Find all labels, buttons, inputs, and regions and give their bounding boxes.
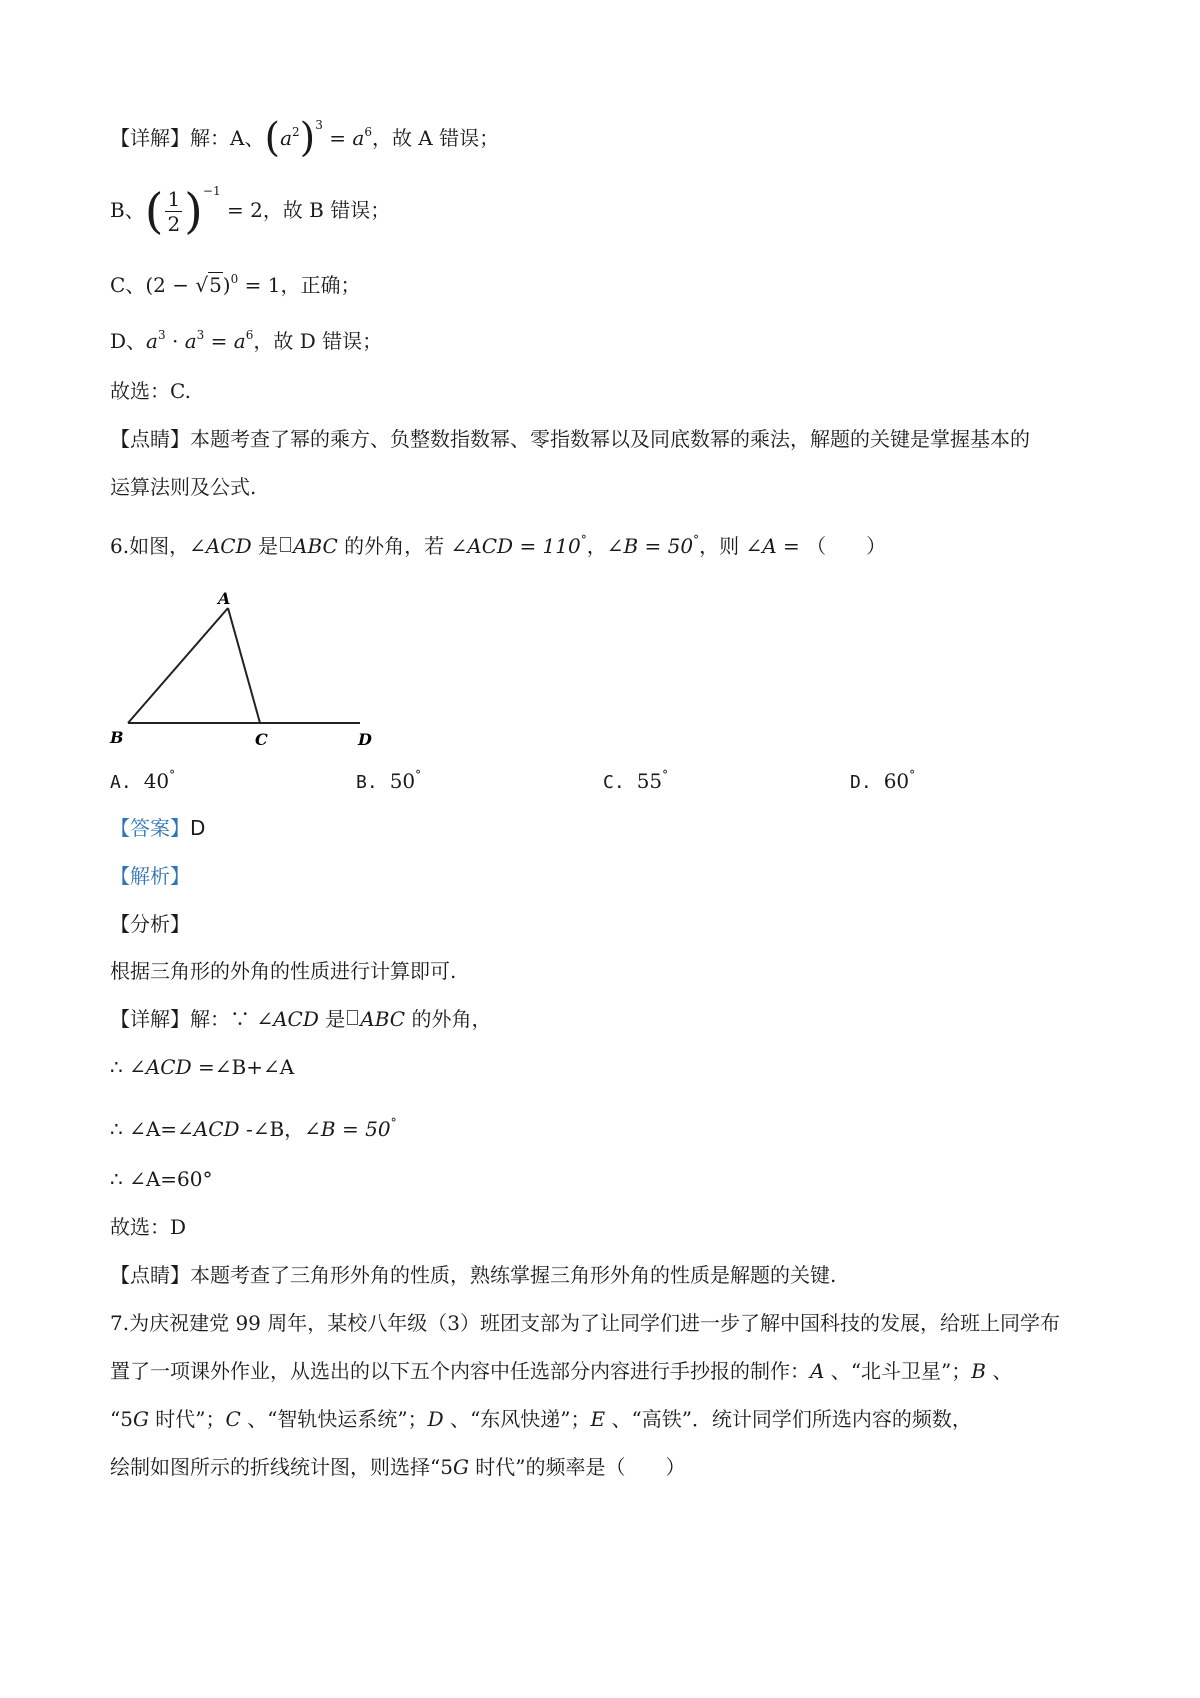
q6-option-a: A. 40°	[110, 768, 176, 793]
q6-option-c: C. 55°	[603, 768, 669, 793]
q6-note: 【点睛】本题考查了三角形外角的性质，熟练掌握三角形外角的性质是解题的关键.	[110, 1263, 837, 1287]
q6-step3: ∴ ∠A=60°	[110, 1167, 213, 1191]
q6-option-d: D. 60°	[850, 768, 916, 793]
vertex-c-label: C	[255, 730, 268, 749]
triangle-glyph-icon	[347, 1010, 358, 1025]
s5-option-b: B、( $\frac{1}{2}$ )$^{-1}$ = 2，故 B 错误；	[110, 183, 391, 240]
side-ac	[228, 608, 260, 723]
s5-choose: 故选：C.	[110, 379, 191, 403]
s5-option-c: C、$(2 - √5)^0 = 1$，正确；	[110, 272, 361, 297]
q6-fenxi-text: 根据三角形的外角的性质进行计算即可.	[110, 959, 457, 983]
q7-line2: 置了一项课外作业，从选出的以下五个内容中任选部分内容进行手抄报的制作：A 、“北斗卫星”；B 、	[110, 1359, 1013, 1383]
vertex-b-label: B	[110, 728, 124, 747]
s5-detail-a: 【详解】解：A、$(a^2)^3 = a^6$，故 A 错误；	[110, 115, 500, 161]
q6-fenxi-tag: 【分析】	[110, 912, 190, 936]
q6-stem: 6.如图，∠ACD 是 ABC 的外角，若 ∠ACD = 110°，∠B = 50°，则 ∠A = （ ）	[110, 533, 887, 558]
q7-line3: “5G 时代”；C 、“智轨快运系统”；D 、“东风快递”；E 、“高铁”．统计同学们所选内容的频数，	[110, 1407, 972, 1431]
vertex-d-label: D	[358, 730, 372, 749]
q6-detail: 【详解】解：∵ ∠ACD 是 ABC 的外角，	[110, 1007, 492, 1031]
q6-option-b: B. 50°	[356, 768, 422, 793]
q6-choose: 故选：D	[110, 1215, 187, 1239]
q6-answer: 【答案】D	[110, 816, 206, 840]
triangle-glyph-icon	[280, 537, 291, 552]
q6-analysis-tag: 【解析】	[110, 864, 190, 888]
s5-note-line1: 【点睛】本题考查了幂的乘方、负整数指数幂、零指数幂以及同底数幂的乘法，解题的关键是掌握基本的	[110, 427, 1030, 451]
side-ab	[128, 608, 228, 723]
q6-triangle-figure	[100, 580, 380, 750]
q6-step1: ∴ ∠ACD =∠B+∠A	[110, 1055, 295, 1079]
q6-step2: ∴ ∠A=∠ACD -∠B，∠B = 50°	[110, 1116, 397, 1141]
q7-line1: 7.为庆祝建党 99 周年，某校八年级（3）班团支部为了让同学们进一步了解中国科技的发展，给班上同学布	[110, 1311, 1060, 1335]
s5-option-d: D、$a^3 \cdot a^3 = a^6$，故 D 错误；	[110, 328, 383, 353]
s5-note-line2: 运算法则及公式.	[110, 475, 257, 499]
vertex-a-label: A	[218, 589, 231, 608]
q7-line4: 绘制如图所示的折线统计图，则选择“5G 时代”的频率是（ ）	[110, 1455, 686, 1479]
